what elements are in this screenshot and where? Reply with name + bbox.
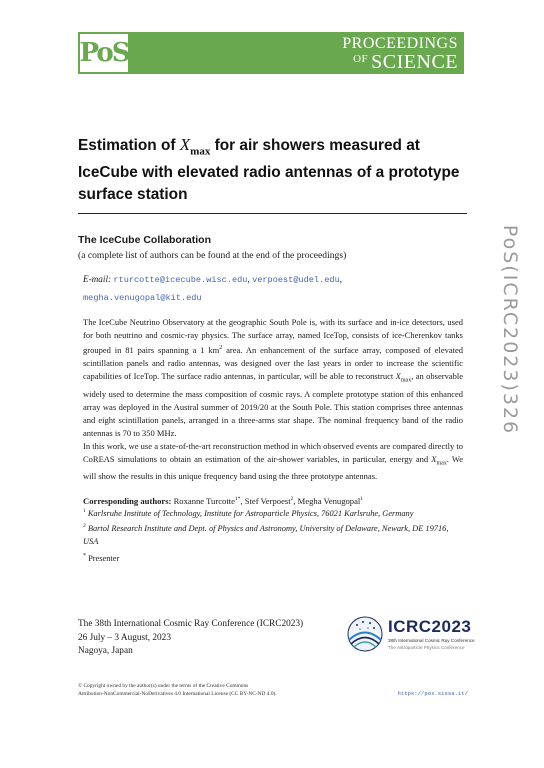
email-link-3[interactable]: megha.venugopal@kit.edu: [83, 293, 202, 303]
icrc-logo-sub1: 38th International Cosmic Ray Conference: [388, 638, 475, 643]
affiliation-2: [83, 520, 463, 548]
presenter-note: [83, 553, 119, 563]
collaboration-note: (a complete list of authors can be found at the end of the proceedings): [78, 250, 347, 261]
pos-logo-science: SCIENCE: [371, 51, 458, 73]
author-1: Roxanne Turcotte: [171, 495, 235, 506]
collaboration: The IceCube Collaboration: [78, 234, 212, 246]
abstract-p2-symbol-x: X: [431, 453, 437, 464]
icrc-logo-name: ICRC2023: [388, 617, 472, 636]
abstract-paragraph-2: [83, 440, 463, 484]
abstract-p2-symbol-sub: max: [436, 460, 447, 467]
author-2-sup: 2: [290, 496, 294, 502]
icrc-globe-icon: [345, 615, 385, 653]
affiliation-2-text: Bartol Research Institute and Dept. of Physics and Astronomy, University of Delaware, Newark, DE 19716, USA: [83, 524, 449, 546]
email-link-1[interactable]: rturcotte@icecube.wisc.edu: [113, 275, 248, 285]
paper-title: [78, 134, 478, 206]
icrc-logo: [345, 615, 475, 653]
pos-logo: [78, 32, 464, 74]
side-identifier-text: PoS(ICRC2023)326: [499, 224, 521, 436]
email-sep-1: ,: [247, 274, 253, 284]
presenter-text: Presenter: [86, 553, 120, 563]
copyright-line-1: © Copyright owned by the author(s) under the terms of the Creative Commons: [78, 683, 249, 689]
author-3-sup: 1: [360, 496, 364, 502]
pos-logo-of: OF: [353, 53, 369, 65]
affiliation-2-num: 2: [83, 523, 86, 530]
title-before: Estimation of: [78, 137, 180, 154]
affiliations: [83, 505, 463, 548]
abstract-p1-b: area. An enhancement of the surface array, composed of elevated scintillation panels and radio antennas, was designed over the last years in order to increase the scientific capabilities of IceTop. The surface radio antennas, in particular, will be able to reconstruct: [83, 344, 463, 381]
email-sep-2: ,: [339, 274, 343, 284]
author-2: , Stef Verpoest: [240, 495, 291, 506]
pos-logo-line2: [353, 51, 458, 74]
abstract-p1-a: The IceCube Neutrino Observatory at the geographic South Pole is, with its surface and in-ice detectors, used for both neutrino and cosmic-ray physics. The surface array, named IceTop, consists of ice-Cherenkov tanks grouped in 81 pairs spanning a 1 km: [83, 317, 463, 355]
abstract-paragraph-1: [83, 316, 463, 440]
abstract-p1-symbol: [395, 370, 412, 384]
author-3: , Megha Venugopal: [293, 495, 361, 506]
author-1-sup: 1*: [234, 496, 241, 502]
email-block: [83, 271, 473, 307]
affiliation-1-text: Karlsruhe Institute of Technology, Institute for Astroparticle Physics, 76021 Karlsruhe, Germany: [87, 508, 414, 518]
pos-logo-mark: PoS: [78, 32, 128, 74]
email-label: E-mail:: [83, 274, 112, 284]
title-after: for air showers measured at IceCube with elevated radio antennas of a prototype surface station: [78, 137, 460, 204]
abstract-p1-symbol-x: X: [395, 370, 401, 381]
abstract: [83, 316, 463, 483]
side-identifier: [490, 195, 530, 465]
email-link-2[interactable]: verpoest@udel.edu: [252, 275, 340, 285]
conference-info: [78, 618, 303, 659]
abstract-p1-symbol-sub: max: [400, 377, 412, 384]
copyright-line-2: Attribution-NonCommercial-NoDerivatives 4.0 International License (CC BY-NC-ND 4.0).: [78, 690, 277, 697]
title-symbol: [179, 135, 211, 158]
abstract-p2-symbol: [431, 453, 447, 467]
affiliation-1: [83, 505, 463, 520]
pos-logo-line1: PROCEEDINGS: [342, 35, 458, 52]
conference-line-1: The 38th International Cosmic Ray Conference (ICRC2023): [78, 619, 304, 629]
conference-line-2: 26 July – 3 August, 2023: [78, 632, 171, 643]
presenter-mark: *: [83, 553, 86, 559]
abstract-p2-b: . We will show the results in this unique frequency band using the three prototype antennas.: [83, 453, 463, 482]
title-rule: [78, 213, 467, 214]
title-symbol-x: X: [179, 135, 191, 154]
abstract-p2-a: In this work, we use a state-of-the-art reconstruction method in which observed events are compared directly to CoREAS simulations to obtain an estimation of the air-shower variables, in particular, energy and: [83, 440, 463, 464]
pos-logo-band: [128, 32, 464, 74]
conference-line-3: Nagoya, Japan: [78, 646, 133, 656]
icrc-logo-sub2: The Astroparticle Physics Conference: [388, 645, 465, 650]
abstract-p1-c: , an observable widely used to determine the mass composition of cosmic rays. A complete prototype station of this enhanced array was deployed in the Austral summer of 2019/20 at the South Pole. This station comprises three antennas and eight scintillation panels, arranged in a three-arms star shape. The nominal frequency band of the radio antennas is 70 to 350 MHz.: [83, 370, 463, 438]
title-symbol-sub: max: [190, 145, 211, 158]
affiliation-1-num: 1: [83, 508, 86, 514]
authors-label: Corresponding authors:: [83, 495, 172, 506]
copyright-notice: [78, 683, 277, 698]
abstract-p1-sup: 2: [219, 345, 223, 351]
pos-url-link[interactable]: https://pos.sissa.it/: [397, 690, 468, 697]
